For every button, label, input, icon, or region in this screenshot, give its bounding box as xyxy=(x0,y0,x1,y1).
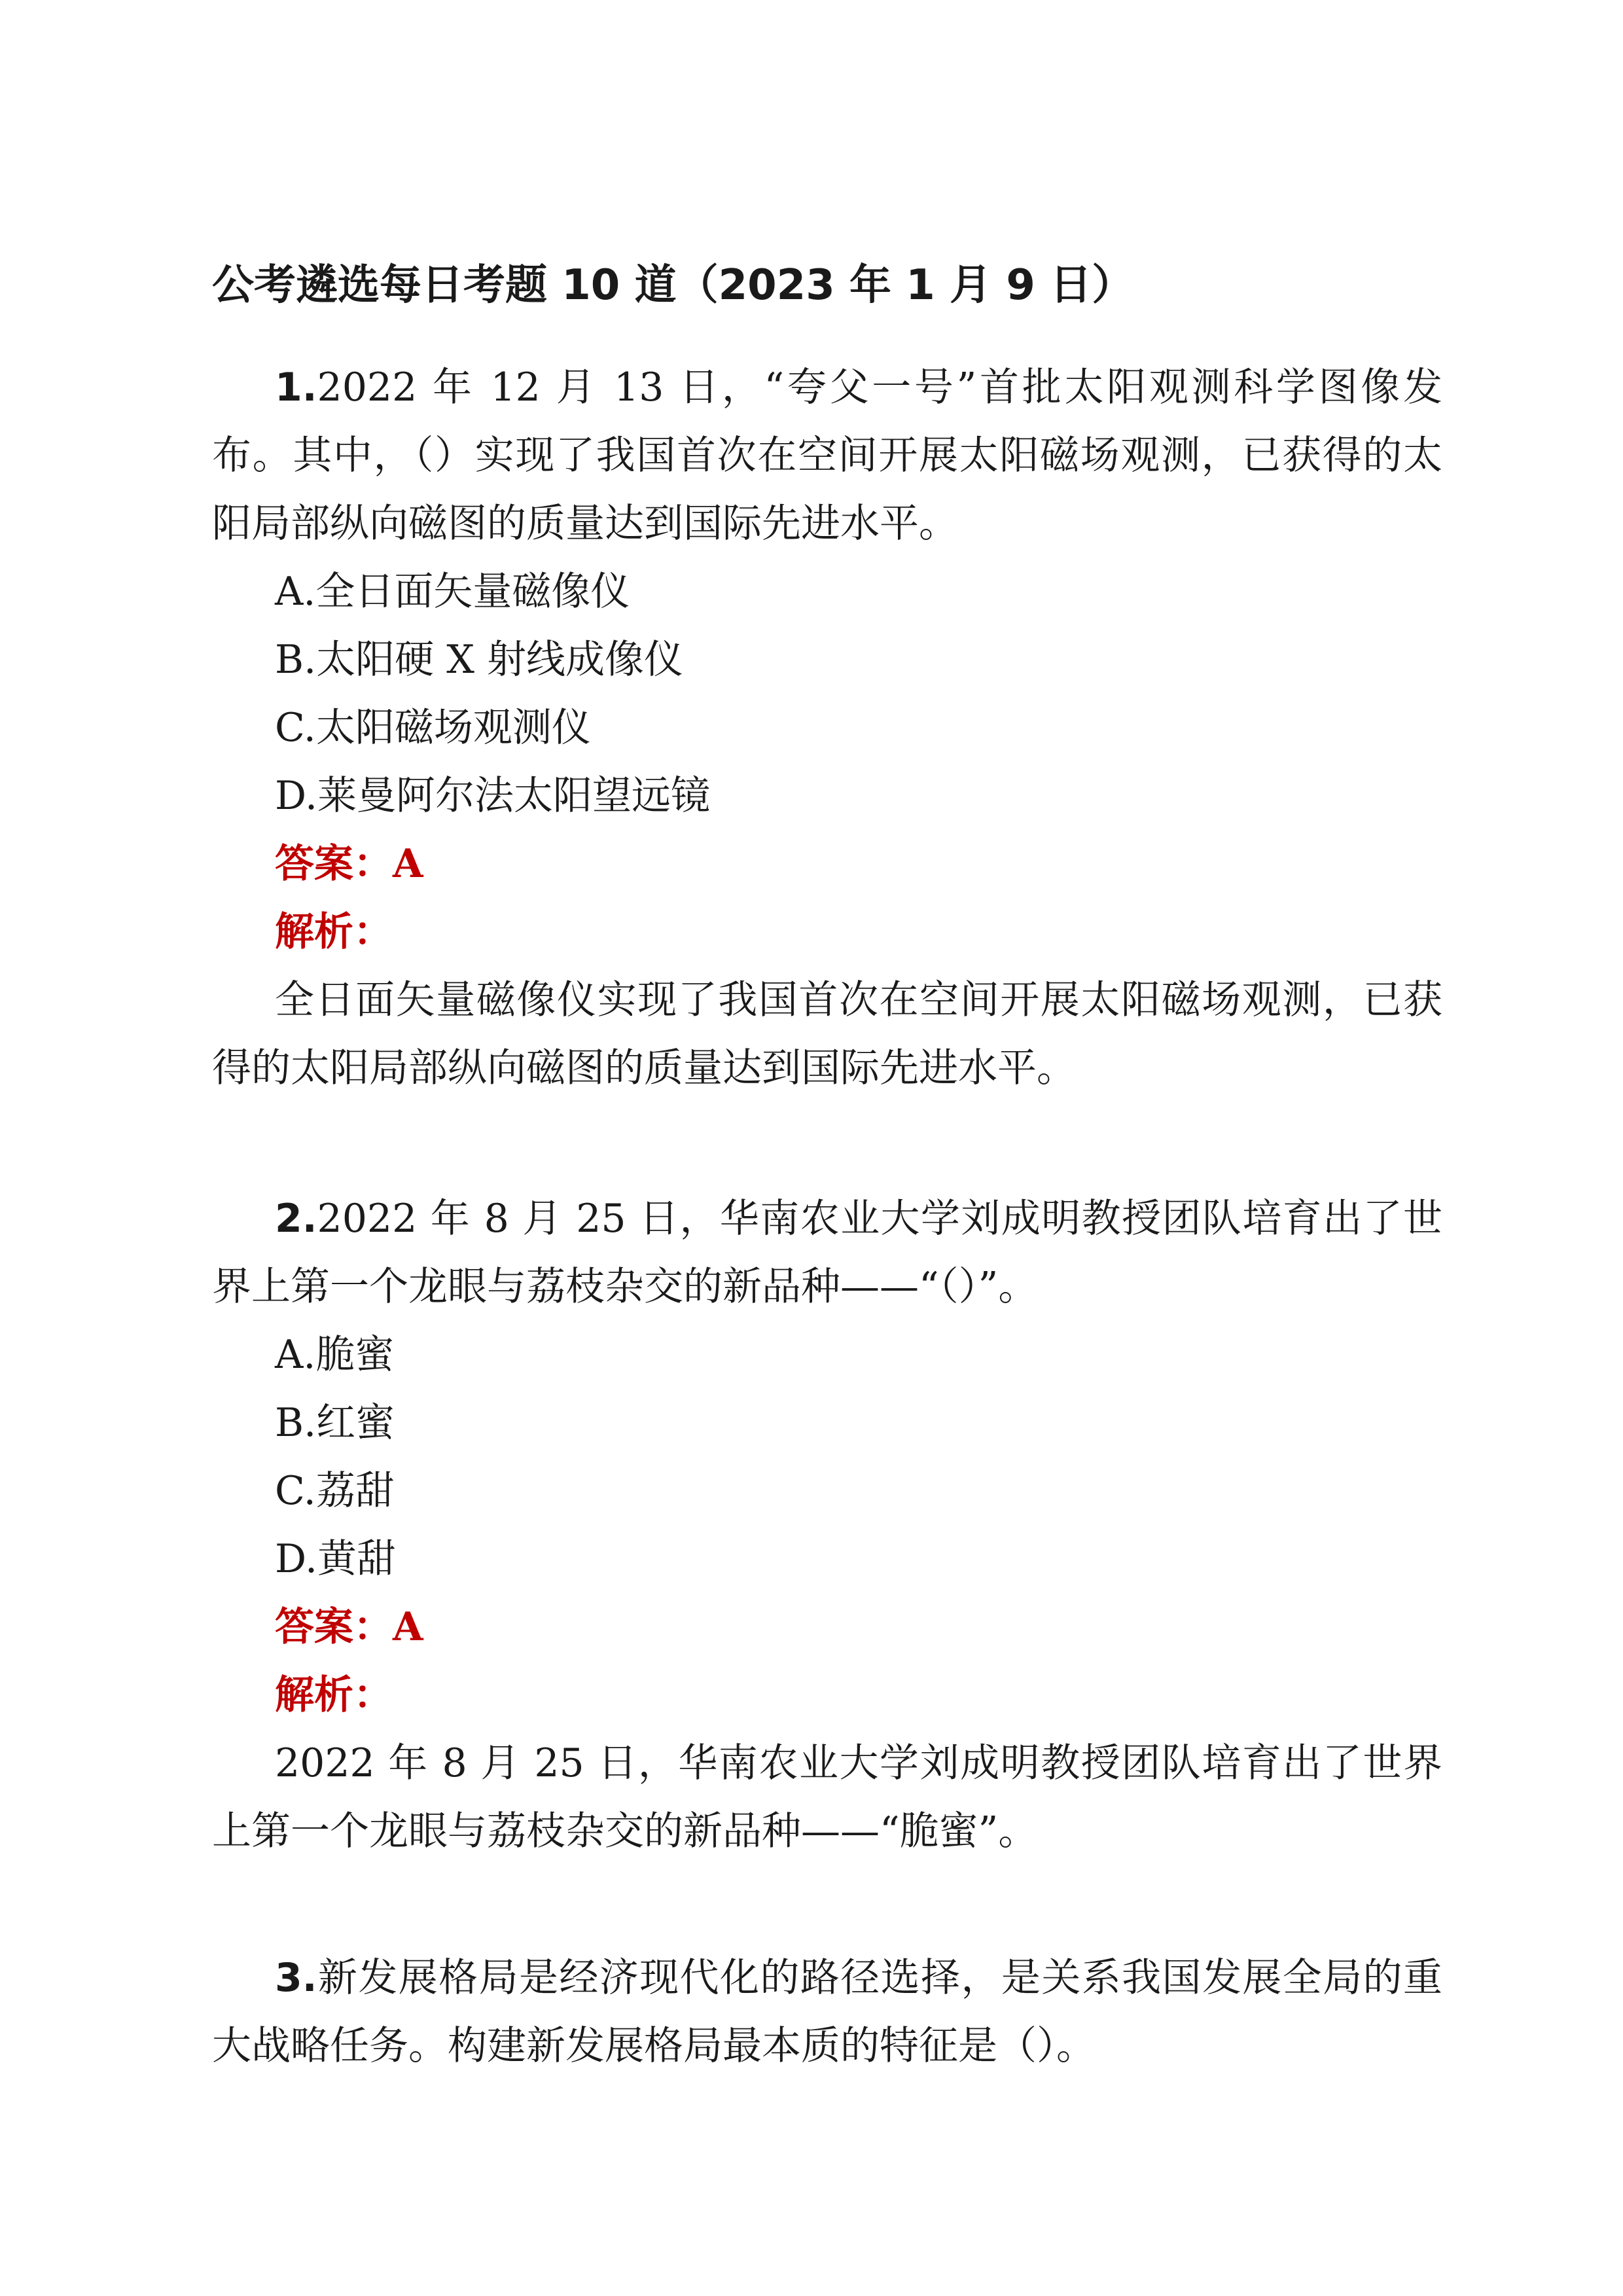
question-number: 3. xyxy=(275,1955,317,2001)
question-number: 2. xyxy=(275,1196,317,1242)
question-3 xyxy=(212,1944,1442,2080)
option-c: C.荔甜 xyxy=(275,1468,395,1514)
analysis-label: 解析： xyxy=(275,909,393,955)
question-text: 2022 年 12 月 13 日，“夸父一号”首批太阳观测科学图像发布。其中，（）实现了我国首次在空间开展太阳磁场观测，已获得的太阳局部纵向磁图的质量达到国际先进水平。 xyxy=(212,365,1442,547)
option-c: C.太阳磁场观测仪 xyxy=(275,705,591,751)
analysis-label: 解析： xyxy=(275,1672,393,1718)
answer-label: 答案：A xyxy=(275,1604,423,1650)
option-b: B.红蜜 xyxy=(275,1400,395,1446)
option-b: B.太阳硬 X 射线成像仪 xyxy=(275,637,684,683)
question-text: 2022 年 8 月 25 日，华南农业大学刘成明教授团队培育出了世界上第一个龙眼与荔枝杂交的新品种——“（）”。 xyxy=(212,1196,1442,1310)
analysis-text: 2022 年 8 月 25 日，华南农业大学刘成明教授团队培育出了世界上第一个龙眼与荔枝杂交的新品种——“脆蜜”。 xyxy=(212,1740,1442,1854)
question-number: 1. xyxy=(275,365,317,410)
document-title: 公考遴选每日考题 10 道（2023 年 1 月 9 日） xyxy=(212,261,1134,310)
option-a: A.脆蜜 xyxy=(275,1332,395,1378)
question-stem xyxy=(212,1944,1442,2080)
question-text: 新发展格局是经济现代化的路径选择，是关系我国发展全局的重大战略任务。构建新发展格局最本质的特征是（）。 xyxy=(212,1955,1442,2069)
option-a: A.全日面矢量磁像仪 xyxy=(275,569,630,615)
question-stem xyxy=(212,1185,1442,1321)
answer-label: 答案：A xyxy=(275,841,423,887)
question-1 xyxy=(212,353,1442,1102)
analysis-text: 全日面矢量磁像仪实现了我国首次在空间开展太阳磁场观测，已获得的太阳局部纵向磁图的质量达到国际先进水平。 xyxy=(212,977,1442,1091)
option-d: D.莱曼阿尔法太阳望远镜 xyxy=(275,773,711,819)
question-2 xyxy=(212,1185,1442,1865)
question-stem xyxy=(212,353,1442,558)
option-d: D.黄甜 xyxy=(275,1536,397,1582)
